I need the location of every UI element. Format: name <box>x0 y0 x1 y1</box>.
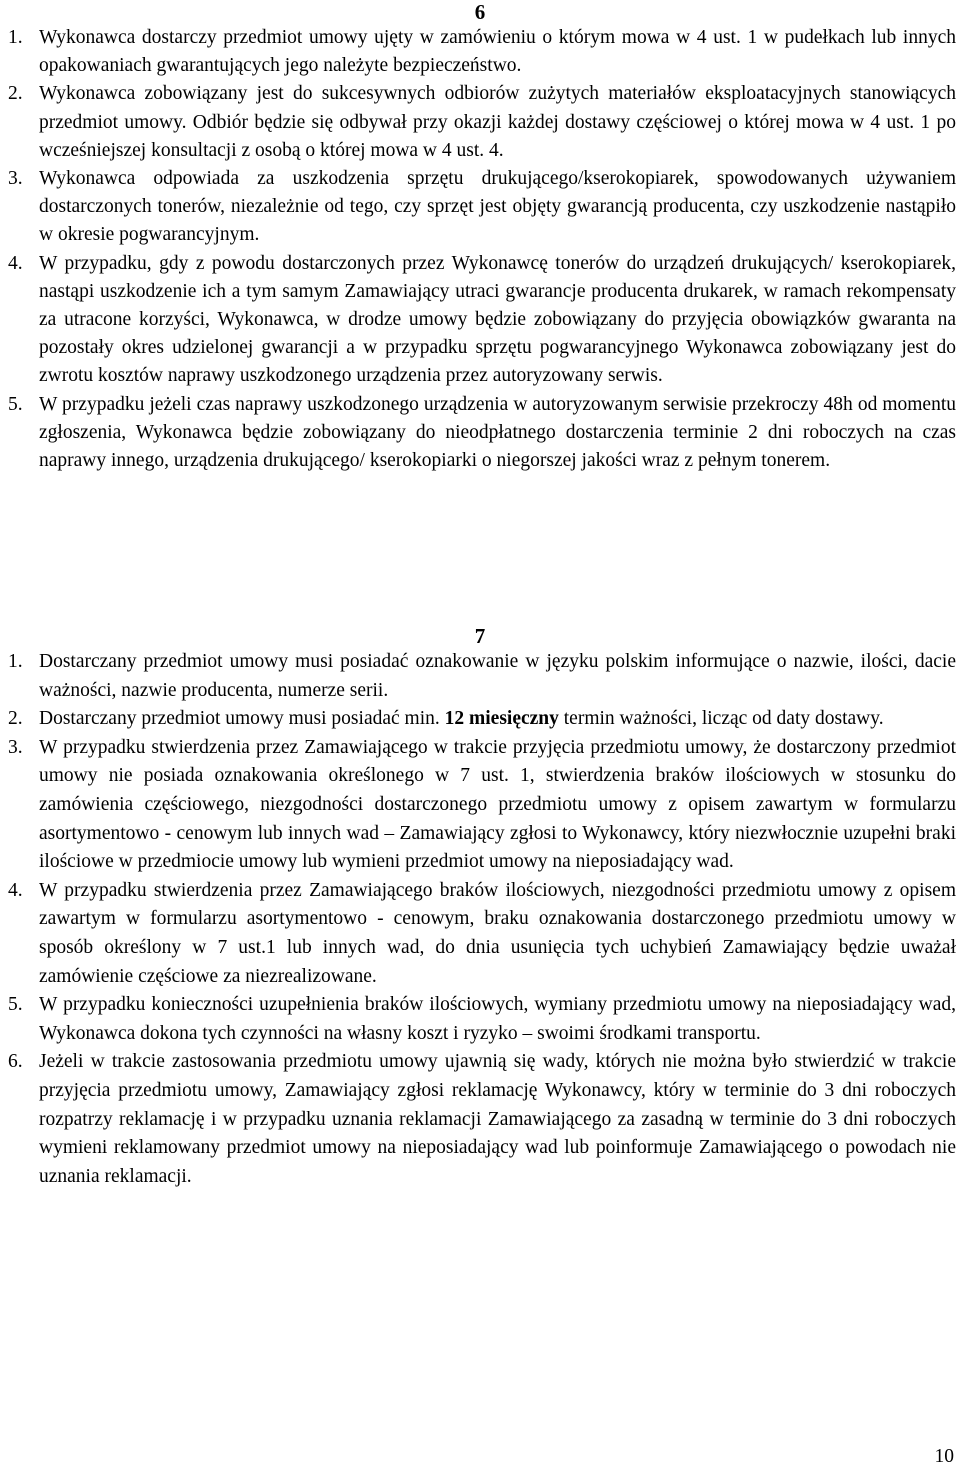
item-number: 1. <box>8 651 23 672</box>
item-text: W przypadku, gdy z powodu dostarczonych przez Wykonawcę tonerów do urządzeń drukujących/ kserokopiarek, nastąpi uszkodzenie ich a tym samym Zamawiający utraci gwarancje producenta drukarek, w ramach rekompensaty za utracone korzyści, Wykonawca, w drodze umowy będzie zobowiązany do przyjęcia obowiązków gwaranta na pozostały okres udzielonej gwarancji a w przypadku sprzętu pogwarancyjnego Wykonawca zobowiązany jest do zwrotu kosztów naprawy uszkodzonego urządzenia przez autoryzowany serwis. <box>39 252 956 387</box>
section-7-heading: 7 <box>474 624 486 648</box>
section-7-item-5 <box>8 991 956 1048</box>
section-7-item-4 <box>8 877 956 991</box>
section-6-heading: 6 <box>474 0 486 24</box>
section-6-item-2 <box>8 80 956 165</box>
section-7-item-3 <box>8 734 956 877</box>
section-6-item-3 <box>8 165 956 250</box>
item-number: 1. <box>8 27 23 48</box>
section-6-item-5 <box>8 391 956 476</box>
item-text-post: termin ważności, licząc od daty dostawy. <box>558 708 884 730</box>
page-number: 10 <box>934 1446 954 1467</box>
section-6-list <box>8 24 956 475</box>
item-number: 4. <box>8 879 23 901</box>
item-number: 4. <box>8 252 23 274</box>
item-text: Jeżeli w trakcie zastosowania przedmiotu umowy ujawnią się wady, których nie można było stwierdzić w trakcie przyjęcia przedmiotu umowy, Zamawiający zgłosi reklamację Wykonawcy, który w terminie do 3 dni roboczych rozpatrzy reklamację i w przypadku uznania reklamacji Zamawiającego za zasadną w terminie do 3 dni roboczych wymieni reklamowany przedmiot umowy na nieposiadający wad lub poinformuje Zamawiającego o powodach nie uznania reklamacji. <box>39 1051 956 1187</box>
item-number: 5. <box>8 994 23 1016</box>
item-text-pre: Dostarczany przedmiot umowy musi posiadać min. <box>39 708 445 730</box>
item-number: 3. <box>8 736 23 758</box>
item-number: 3. <box>8 168 23 190</box>
section-7-item-2 <box>8 705 956 734</box>
section-6-item-1 <box>8 24 956 80</box>
item-text: W przypadku stwierdzenia przez Zamawiającego braków ilościowych, niezgodności przedmiotu umowy z opisem zawartym w formularzu asortymentowo - cenowym, braku oznakowania dostarczonego przedmiotu umowy w sposób określony w 7 ust.1 lub innych wad, do dnia usunięcia tych uchybień Zamawiający będzie uważał zamówienie częściowe za niezrealizowane. <box>39 879 956 987</box>
item-text: Wykonawca dostarczy przedmiot umowy ujęty w zamówieniu o którym mowa w 4 ust. 1 w pudełkach lub innych opakowaniach gwarantujących jego należyte bezpieczeństwo. <box>39 27 956 77</box>
section-6-item-4 <box>8 250 956 391</box>
section-7-item-6 <box>8 1048 956 1191</box>
item-text-bold: 12 miesięczny <box>444 708 559 730</box>
item-text: Wykonawca odpowiada za uszkodzenia sprzętu drukującego/kserokopiarek, spowodowanych używaniem dostarczonych tonerów, niezależnie od tego, czy sprzęt jest objęty gwarancją producenta, czy uszkodzenie nastąpiło w okresie pogwarancyjnym. <box>39 168 956 246</box>
item-text: Wykonawca zobowiązany jest do sukcesywnych odbiorów zużytych materiałów eksploatacyjnych stanowiących przedmiot umowy. Odbiór będzie się odbywał przy okazji każdej dostawy częściowej o której mowa w 4 ust. 1 po wcześniejszej konsultacji z osobą o której mowa w 4 ust. 4. <box>39 83 956 161</box>
item-text: W przypadku konieczności uzupełnienia braków ilościowych, wymiany przedmiotu umowy na nieposiadający wad, Wykonawca dokona tych czynności na własny koszt i ryzyko – swoimi środkami transportu. <box>39 994 956 1044</box>
item-text: W przypadku stwierdzenia przez Zamawiającego w trakcie przyjęcia przedmiotu umowy, że dostarczony przedmiot umowy nie posiada oznakowania określonego w 7 ust. 1, stwierdzenia braków ilościowych w stosunku do zamówienia częściowego, niezgodności dostarczonego przedmiotu umowy z opisem zawartym w formularzu asortymentowo - cenowym lub innych wad – Zamawiający zgłosi to Wykonawcy, który niezwłocznie uzupełni braki ilościowe w przedmiocie umowy lub wymieni przedmiot umowy na nieposiadający wad. <box>39 736 956 873</box>
item-text: Dostarczany przedmiot umowy musi posiadać oznakowanie w języku polskim informujące o nazwie, ilości, dacie ważności, nazwie producenta, numerze serii. <box>39 651 956 701</box>
item-text: W przypadku jeżeli czas naprawy uszkodzonego urządzenia w autoryzowanym serwisie przekroczy 48h od momentu zgłoszenia, Wykonawca będzie zobowiązany do nieodpłatnego dostarczenia terminie 2 dni roboczych na czas naprawy innego, urządzenia drukującego/ kserokopiarki o niegorszej jakości wraz z pełnym tonerem. <box>39 393 956 472</box>
item-number: 2. <box>8 83 23 105</box>
item-number: 6. <box>8 1051 23 1073</box>
item-number: 2. <box>8 708 23 730</box>
section-7-list <box>8 648 956 1191</box>
section-7-item-1 <box>8 648 956 705</box>
item-number: 5. <box>8 393 23 415</box>
